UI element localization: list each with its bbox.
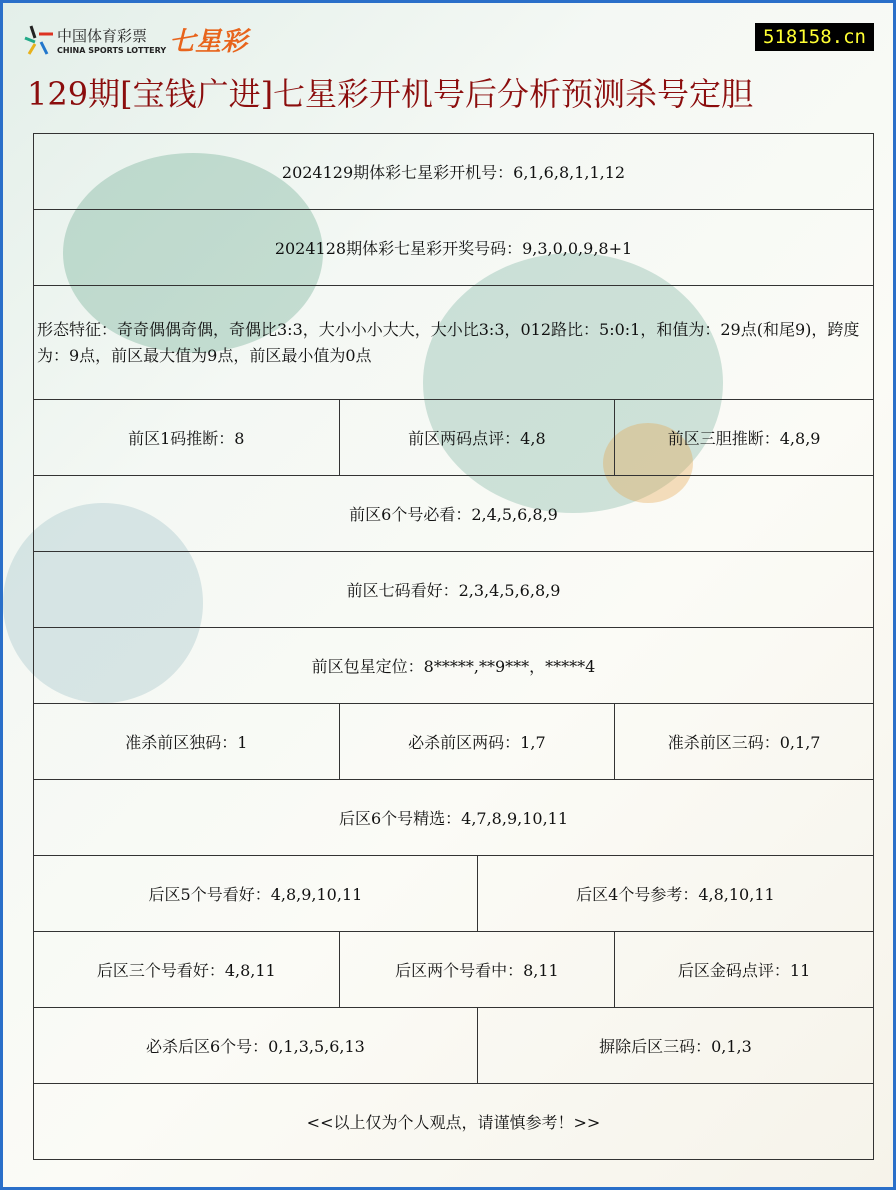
table-cell: 准杀前区独码：1 (34, 704, 340, 780)
table-row (34, 628, 874, 704)
table-cell: 后区三个号看好：4,8,11 (34, 932, 340, 1008)
table-cell: <<以上仅为个人观点，请谨慎参考！>> (34, 1084, 874, 1160)
table-row (34, 476, 874, 552)
table-row (34, 932, 874, 1008)
table-cell: 前区6个号必看：2,4,5,6,8,9 (34, 476, 874, 552)
table-row (34, 1008, 874, 1084)
page-title: 129期[宝钱广进]七星彩开机号后分析预测杀号定胆 (27, 75, 754, 113)
prediction-table (33, 133, 874, 1160)
table-cell: 前区1码推断：8 (34, 400, 340, 476)
table-row (34, 856, 874, 932)
table-row (34, 400, 874, 476)
table-cell: 后区5个号看好：4,8,9,10,11 (34, 856, 478, 932)
table-cell: 后区4个号参考：4,8,10,11 (477, 856, 873, 932)
table-cell: 前区三胆推断：4,8,9 (615, 400, 874, 476)
table-cell: 2024129期体彩七星彩开机号：6,1,6,8,1,1,12 (34, 134, 874, 210)
table-cell: 形态特征：奇奇偶偶奇偶，奇偶比3:3，大小小小大大，大小比3:3，012路比：5:0:1，和值为：29点(和尾9)，跨度为：9点，前区最大值为9点，前区最小值为0点 (34, 286, 874, 400)
table-cell: 前区两码点评：4,8 (339, 400, 615, 476)
table-cell: 后区金码点评：11 (615, 932, 874, 1008)
table-cell: 前区包星定位：8*****,**9***，*****4 (34, 628, 874, 704)
table-cell: 准杀前区三码：0,1,7 (615, 704, 874, 780)
table-cell: 2024128期体彩七星彩开奖号码：9,3,0,0,9,8+1 (34, 210, 874, 286)
table-cell: 必杀前区两码：1,7 (339, 704, 615, 780)
table-row (34, 780, 874, 856)
table-row (34, 210, 874, 286)
lottery-star-icon (21, 22, 57, 58)
table-row (34, 704, 874, 780)
china-sports-lottery-logo: 中国体育彩票 CHINA SPORTS LOTTERY 七星彩 (21, 21, 247, 58)
table-cell: 后区两个号看中：8,11 (339, 932, 615, 1008)
table-cell: 摒除后区三码：0,1,3 (477, 1008, 873, 1084)
table-row (34, 1084, 874, 1160)
table-cell: 后区6个号精选：4,7,8,9,10,11 (34, 780, 874, 856)
table-row (34, 552, 874, 628)
table-row (34, 286, 874, 400)
site-badge: 518158.cn (755, 23, 874, 51)
table-cell: 必杀后区6个号：0,1,3,5,6,13 (34, 1008, 478, 1084)
table-cell: 前区七码看好：2,3,4,5,6,8,9 (34, 552, 874, 628)
table-row (34, 134, 874, 210)
